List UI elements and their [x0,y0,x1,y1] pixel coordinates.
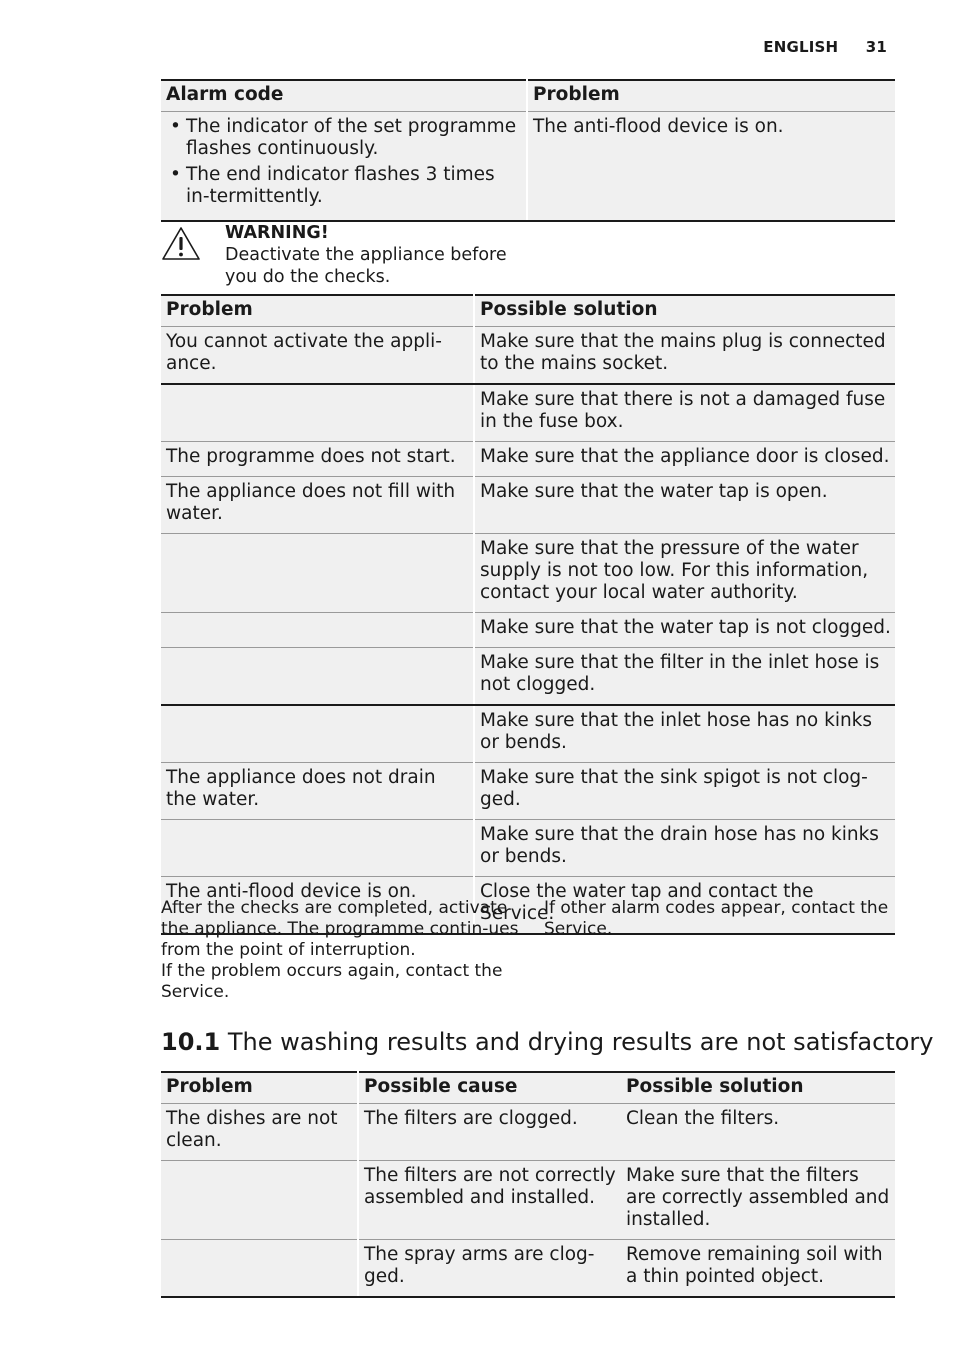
table-row [161,442,895,477]
solution-cell: Make sure that there is not a damaged fuse in the fuse box. [474,384,895,442]
solution-cell: Make sure that the water tap is open. [474,477,895,534]
table-row [161,820,895,877]
cause-cell: The spray arms are clog-ged. [358,1240,621,1298]
problem-cell [161,384,474,442]
problem-cell: You cannot activate the appli-ance. [161,327,474,385]
washing-results-table [161,1071,895,1298]
problem-cell [161,1161,358,1240]
solution-cell: Make sure that the appliance door is closed. [474,442,895,477]
table-row [161,613,895,648]
solution-cell: Make sure that the sink spigot is not clog-ged. [474,763,895,820]
table-row [161,705,895,763]
solution-cell: Make sure that the water tap is not clogged. [474,613,895,648]
problem-cell [161,820,474,877]
table-row [161,1161,895,1240]
solution-cell: Make sure that the filters are correctly assembled and installed. [621,1161,895,1240]
troubleshooting-table [161,294,895,935]
table-row [161,384,895,442]
solution-cell: Make sure that the inlet hose has no kinks or bends. [474,705,895,763]
header-possible-solution: Possible solution [474,295,895,327]
problem-cell: The appliance does not drain the water. [161,763,474,820]
warning-triangle-icon [161,226,201,262]
solution-cell: Make sure that the filter in the inlet hose is not clogged. [474,648,895,706]
warning-title: WARNING! [225,223,329,243]
note-other-alarm-codes: If other alarm codes appear, contact the Service. [544,898,889,939]
note-problem-again: If the problem occurs again, contact the Service. [161,961,503,1002]
solution-cell: Make sure that the mains plug is connected to the mains socket. [474,327,895,385]
warning-box [161,222,521,288]
solution-cell: Remove remaining soil with a thin pointed object. [621,1240,895,1298]
table-row [161,534,895,613]
problem-cell: The dishes are not clean. [161,1104,358,1161]
cause-cell: The filters are clogged. [358,1104,621,1161]
section-title: The washing results and drying results are not satisfactory [227,1028,934,1056]
section-heading [161,1027,934,1057]
cause-cell: The filters are not correctly assembled and installed. [358,1161,621,1240]
alarm-code-item: • The indicator of the set programme flashes continuously. [166,116,522,160]
problem-cell [161,1240,358,1298]
problem-cell: The programme does not start. [161,442,474,477]
header-problem: Problem [161,295,474,327]
header-possible-cause: Possible cause [358,1072,621,1104]
table-row [161,327,895,385]
solution-cell: Make sure that the pressure of the water supply is not too low. For this information, contact your local water authority. [474,534,895,613]
problem-cell [161,534,474,613]
alarm-code-item: • The end indicator flashes 3 times in-termittently. [166,164,522,208]
page-header [763,38,887,56]
alarm-codes-cell [161,112,527,222]
language-label: ENGLISH [763,38,839,56]
alarm-problem-cell: The anti-flood device is on. [527,112,895,222]
alarm-code-table [161,79,895,222]
warning-text: Deactivate the appliance before you do the checks. [225,245,507,287]
problem-cell [161,613,474,648]
problem-cell [161,648,474,706]
table-row [161,1240,895,1298]
section-number: 10.1 [161,1028,221,1056]
problem-cell [161,705,474,763]
header-problem: Problem [161,1072,358,1104]
header-possible-solution: Possible solution [621,1072,895,1104]
table-row [161,648,895,706]
page-number: 31 [865,38,887,56]
solution-cell: Clean the filters. [621,1104,895,1161]
solution-cell: Close the water tap and contact the Service. [474,877,895,935]
solution-cell: Make sure that the drain hose has no kinks or bends. [474,820,895,877]
header-alarm-code: Alarm code [161,80,527,112]
table-row [161,763,895,820]
table-row [161,477,895,534]
table-row [161,1104,895,1161]
problem-cell: The anti-flood device is on. [161,877,474,935]
note-after-checks: After the checks are completed, activate the appliance. The programme contin-ues from the point of interruption. [161,898,519,960]
problem-cell: The appliance does not fill with water. [161,477,474,534]
header-problem: Problem [527,80,895,112]
